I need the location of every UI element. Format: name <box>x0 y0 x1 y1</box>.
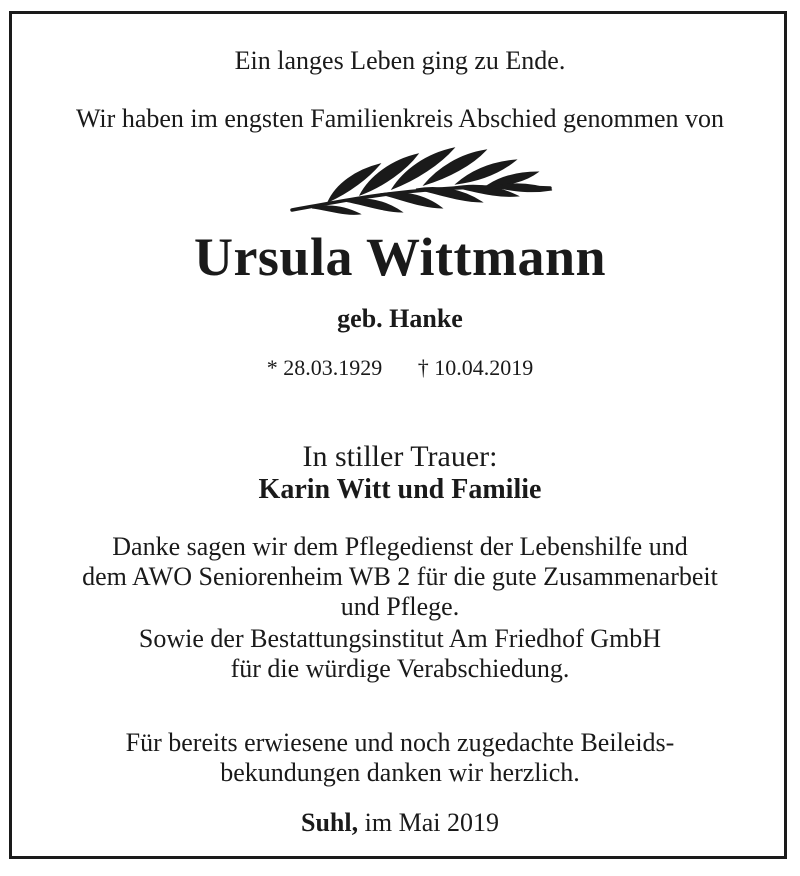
thanks-paragraph-care <box>0 532 800 622</box>
thanks-line: für die würdige Verabschiedung. <box>230 654 570 683</box>
intro-line-2: Wir haben im engsten Familienkreis Abschied genommen von <box>75 104 725 133</box>
birth-date: * 28.03.1929 <box>266 355 383 380</box>
place-name: Suhl, <box>301 808 359 837</box>
birth-name: geb. Hanke <box>337 304 463 333</box>
death-date: † 10.04.2019 <box>417 355 534 380</box>
place-and-date <box>0 808 800 838</box>
life-dates <box>0 355 800 381</box>
thanks-line: Für bereits erwiesene und noch zugedachte Beileids- <box>125 728 675 757</box>
intro-line-1: Ein langes Leben ging zu Ende. <box>234 46 566 75</box>
thanks-line: dem AWO Seniorenheim WB 2 für die gute Zusammenarbeit <box>82 562 718 591</box>
thanks-line: und Pflege. <box>340 592 460 621</box>
thanks-paragraph-condolences <box>0 728 800 788</box>
palm-branch-icon <box>288 138 556 216</box>
mourners-name: Karin Witt und Familie <box>258 474 542 505</box>
thanks-line: Danke sagen wir dem Pflegedienst der Lebenshilfe und <box>112 532 688 561</box>
deceased-name: Ursula Wittmann <box>193 227 607 287</box>
thanks-line: bekundungen danken wir herzlich. <box>220 758 580 787</box>
mourning-label: In stiller Trauer: <box>302 440 498 473</box>
closing-date: im Mai 2019 <box>364 808 499 837</box>
thanks-line: Sowie der Bestattungsinstitut Am Friedhof GmbH <box>138 624 662 653</box>
thanks-paragraph-funeral-home <box>0 624 800 684</box>
